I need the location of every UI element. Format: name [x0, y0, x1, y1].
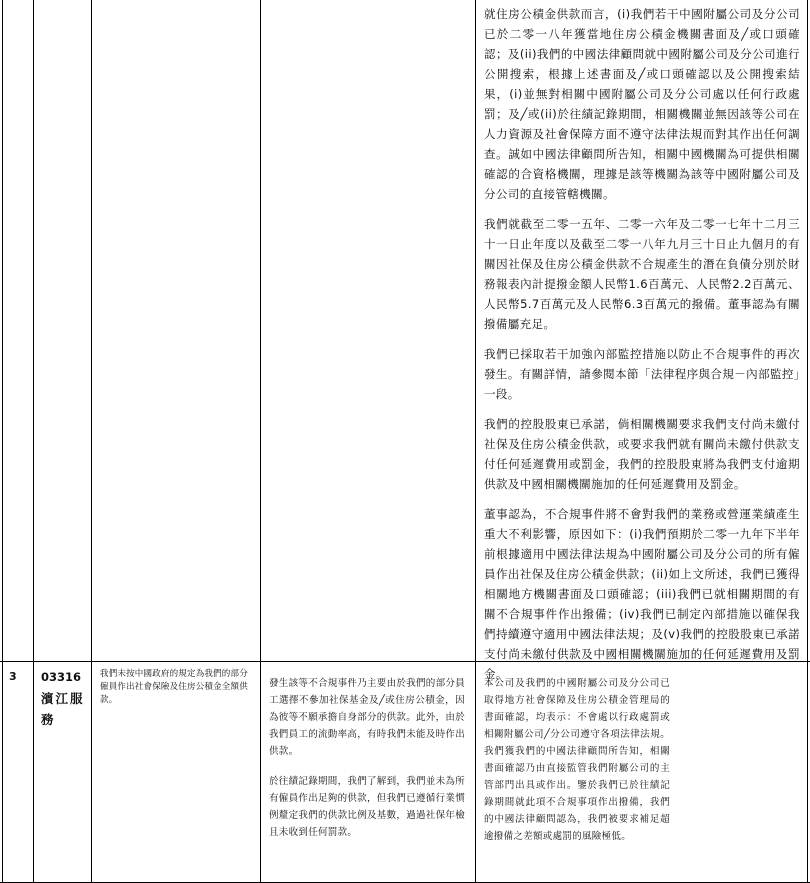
- reason-paragraph: 於往績記錄期間，我們了解到，我們並未為所有僱員作出足夠的供款，但我們已遵循行業慣例釐定我們的供款比例及基數，過過社保年檢且未收到任何罰款。: [269, 776, 466, 838]
- remedy-paragraph: 我們的控股股東已承諾，倘相關機關要求我們支付尚未繳付社保及住房公積金供款，或要求我們就有關尚未繳付供款支付任何延遲費用或罰金，我們的控股股東將為我們支付逾期供款及中國相關機關施加的任何延遲費用及罰金。: [484, 417, 800, 491]
- remedy-paragraph: 就住房公積金供款而言，(i)我們若干中國附屬公司及分公司已於二零一八年獲當地住房公積金機關書面及╱或口頭確認；及(ii)我們的中國法律顧問就中國附屬公司及分公司進行公開搜索，根據上述書面及╱或口頭確認以及公開搜索結果，(i)並無對相關中國附屬公司及分公司處以任何行政處罰；及╱或(ii)於往績記錄期間，相關機關並無因該等公司在人力資源及社會保障方面不遵守法律法規而對其作出任何調查。誠如中國法律顧問所告知，相關中國機關為可提供相關確認的合資格機關，理據是該等機關為該等中國附屬公司及分公司的直接管轄機關。: [484, 7, 800, 201]
- grid-line: [91, 0, 92, 883]
- grid-line: [260, 0, 261, 883]
- stock-code: 03316: [41, 670, 82, 684]
- grid-line: [33, 0, 34, 883]
- remedy-paragraph: 我們已採取若干加強內部監控措施以防止不合規事件的再次發生。有關詳情，請參閱本節「法律程序與合規－內部監控」一段。: [484, 347, 800, 401]
- noncompliance-description: 我們未按中國政府的規定為我們的部分僱員作出社會保險及住房公積金全額供款。: [100, 669, 248, 705]
- remedy-paragraph: 董事認為，不合規事件將不會對我們的業務或營運業績產生重大不利影響，原因如下：(i)我們預期於二零一九年下半年前根據適用中國法律法規為中國附屬公司及分公司的所有僱員作出社保及住房公積金供款；(ii)如上文所述，我們已獲得相關地方機關書面及口頭確認；(iii)我們已就相關期間的有關不合規事件作出撥備；(iv)我們已制定內部措施以確保我們持續遵守適用中國法律法規；及(v)我們的控股股東已承諾支付尚未繳付供款及中國相關機關施加的任何延遲費用及罰金。: [484, 507, 800, 681]
- grid-line: [2, 0, 3, 883]
- reason-cell: [269, 675, 465, 841]
- grid-line: [807, 0, 808, 883]
- reason-paragraph: 發生該等不合規事件乃主要由於我們的部分員工選擇不參加社保基金及╱或住房公積金，因為彼等不願承擔自身部分的供款。此外，由於我們員工的流動率高，有時我們未能及時作出供款。: [269, 678, 466, 757]
- prev-row-remedy-cell: [484, 4, 800, 684]
- grid-line: [475, 0, 476, 883]
- row-index: 3: [9, 670, 17, 683]
- remedy-cell: 本公司及我們的中國附屬公司及分公司已取得地方社會保障及住房公積金管理局的書面確認，均表示：不會處以行政處罰或相關附屬公司╱分公司遵守各項法律法規。我們獲我們的中國法律顧問所告知，相關書面確認乃由直接監管我們附屬公司的主管部門出具或作出。鑒於我們已於往績記錄期間就此項不合規事項作出撥備，我們的中國法律顧問認為，我們被要求補足超逾撥備之差額或處罰的風險極低。: [484, 678, 670, 842]
- remedy-paragraph: 我們就截至二零一五年、二零一六年及二零一七年十二月三十一日止年度以及截至二零一八年九月三十日止九個月的有關因社保及住房公積金供款不合規產生的潛在負債分別於財務報表內計提撥金額人民幣1.6百萬元、人民幣2.2百萬元、人民幣5.7百萬元及人民幣6.3百萬元的撥備。董事認為有關撥備屬充足。: [484, 217, 800, 331]
- company-name: 濱江服務: [41, 691, 85, 727]
